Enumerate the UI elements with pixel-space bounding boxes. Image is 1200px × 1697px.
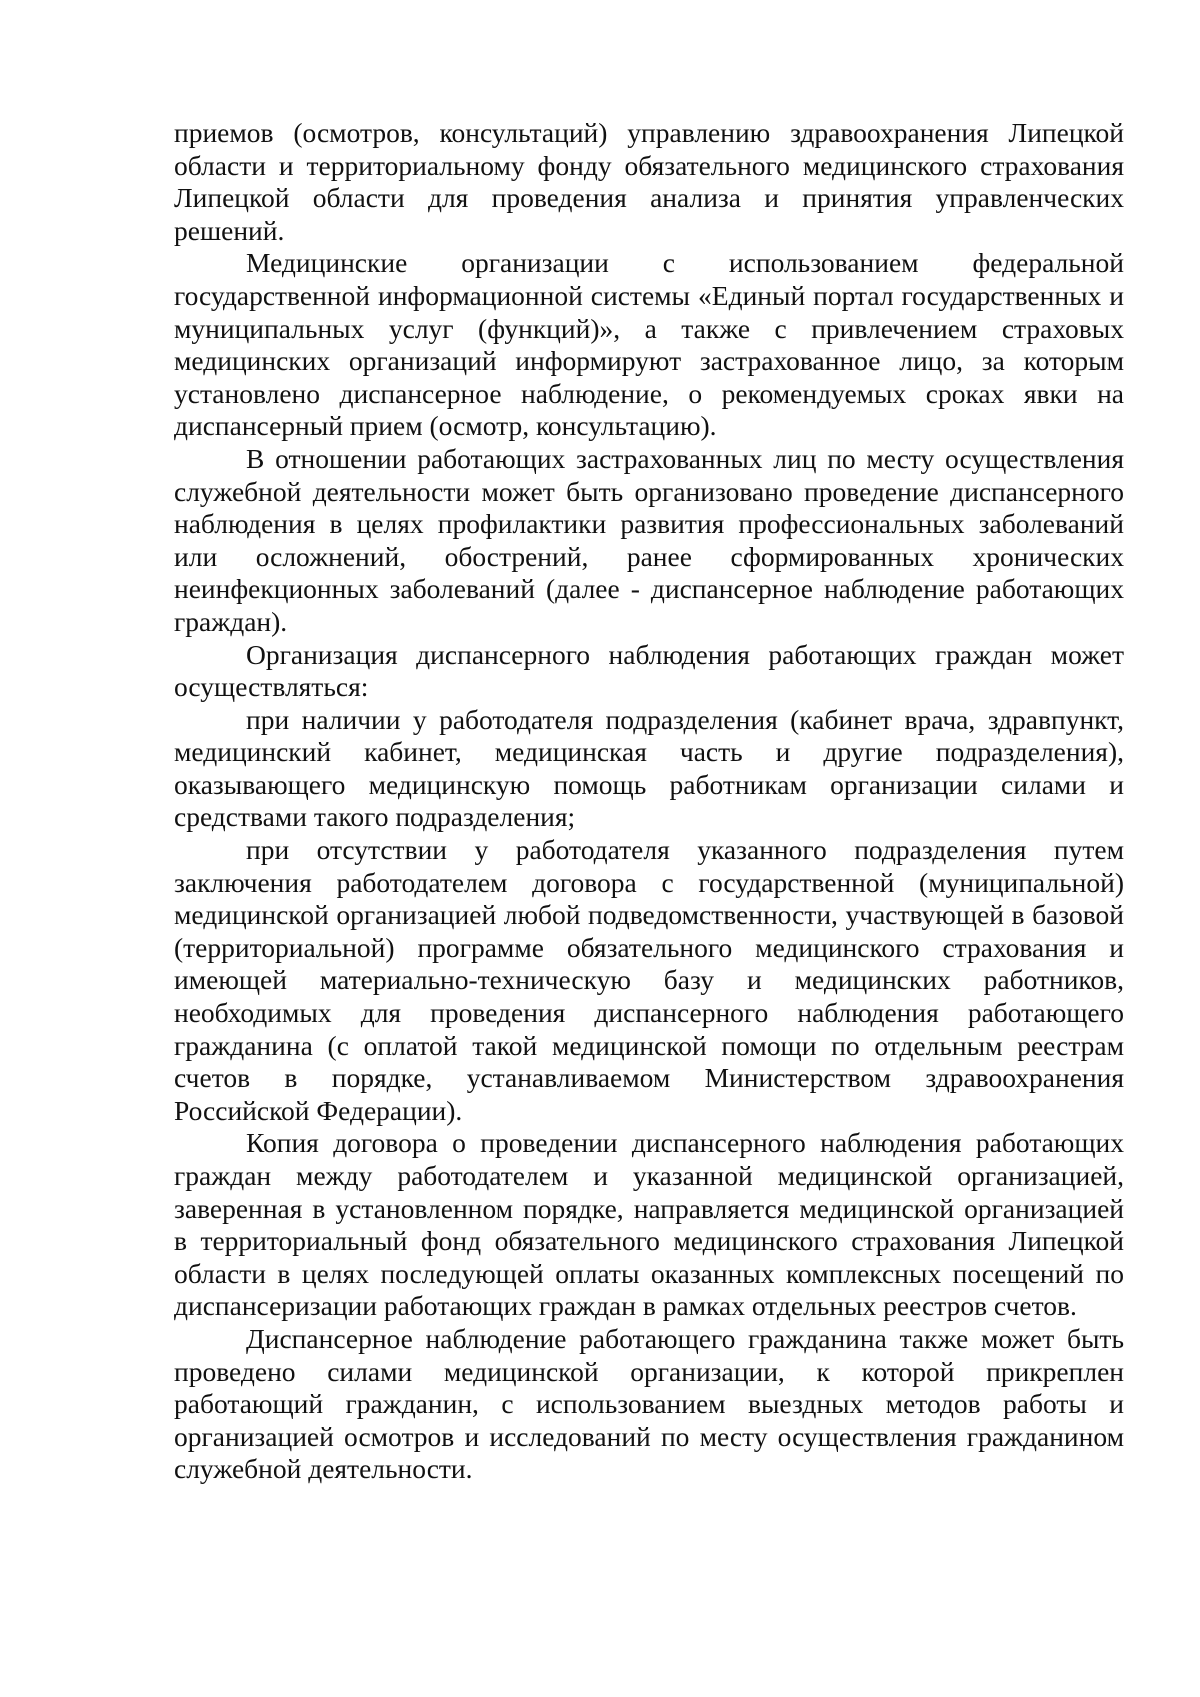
paragraph-medical-organizations-informing: Медицинские организации с использованием федеральной государственной информационной системы «Единый портал государственных и муниципальных услуг (функций)», а также с привлечением страховых медицинских организаций информируют застрахованное лицо, за которым установлено диспансерное наблюдение, о рекомендуемых сроках явки на диспансерный прием (осмотр, консультацию). (174, 247, 1124, 442)
document-body (174, 117, 1124, 1486)
paragraph-contract-copy: Копия договора о проведении диспансерного наблюдения работающих граждан между работодателем и указанной медицинской организацией, заверенная в установленном порядке, направляется медицинской организацией в территориальный фонд обязательного медицинского страхования Липецкой области в целях последующей оплаты оказанных комплексных посещений по диспансеризации работающих граждан в рамках отдельных реестров счетов. (174, 1127, 1124, 1322)
paragraph-option-contract: при отсутствии у работодателя указанного подразделения путем заключения работодателем договора с государственной (муниципальной) медицинской организацией любой подведомственности, участвующей в базовой (территориальной) программе обязательного медицинского страхования и имеющей материально-техническую базу и медицинских работников, необходимых для проведения диспансерного наблюдения работающего гражданина (с оплатой такой медицинской помощи по отдельным реестрам счетов в порядке, устанавливаемом Министерством здравоохранения Российской Федерации). (174, 834, 1124, 1126)
paragraph-option-employer-unit: при наличии у работодателя подразделения (кабинет врача, здравпункт, медицинский кабинет, медицинская часть и другие подразделения), оказывающего медицинскую помощь работникам организации силами и средствами такого подразделения; (174, 703, 1124, 833)
paragraph-organization-options-intro: Организация диспансерного наблюдения работающих граждан может осуществляться: (174, 638, 1124, 703)
paragraph-continuation: приемов (осмотров, консультаций) управлению здравоохранения Липецкой области и территориальному фонду обязательного медицинского страхования Липецкой области для проведения анализа и принятия управленческих решений. (174, 117, 1124, 246)
paragraph-working-persons-observation: В отношении работающих застрахованных лиц по месту осуществления служебной деятельности может быть организовано проведение диспансерного наблюдения в целях профилактики развития профессиональных заболеваний или осложнений, обострений, ранее сформированных хронических неинфекционных заболеваний (далее - диспансерное наблюдение работающих граждан). (174, 442, 1124, 637)
paragraph-attached-organization: Диспансерное наблюдение работающего гражданина также может быть проведено силами медицинской организации, к которой прикреплен работающий гражданин, с использованием выездных методов работы и организацией осмотров и исследований по месту осуществления гражданином служебной деятельности. (174, 1322, 1124, 1485)
